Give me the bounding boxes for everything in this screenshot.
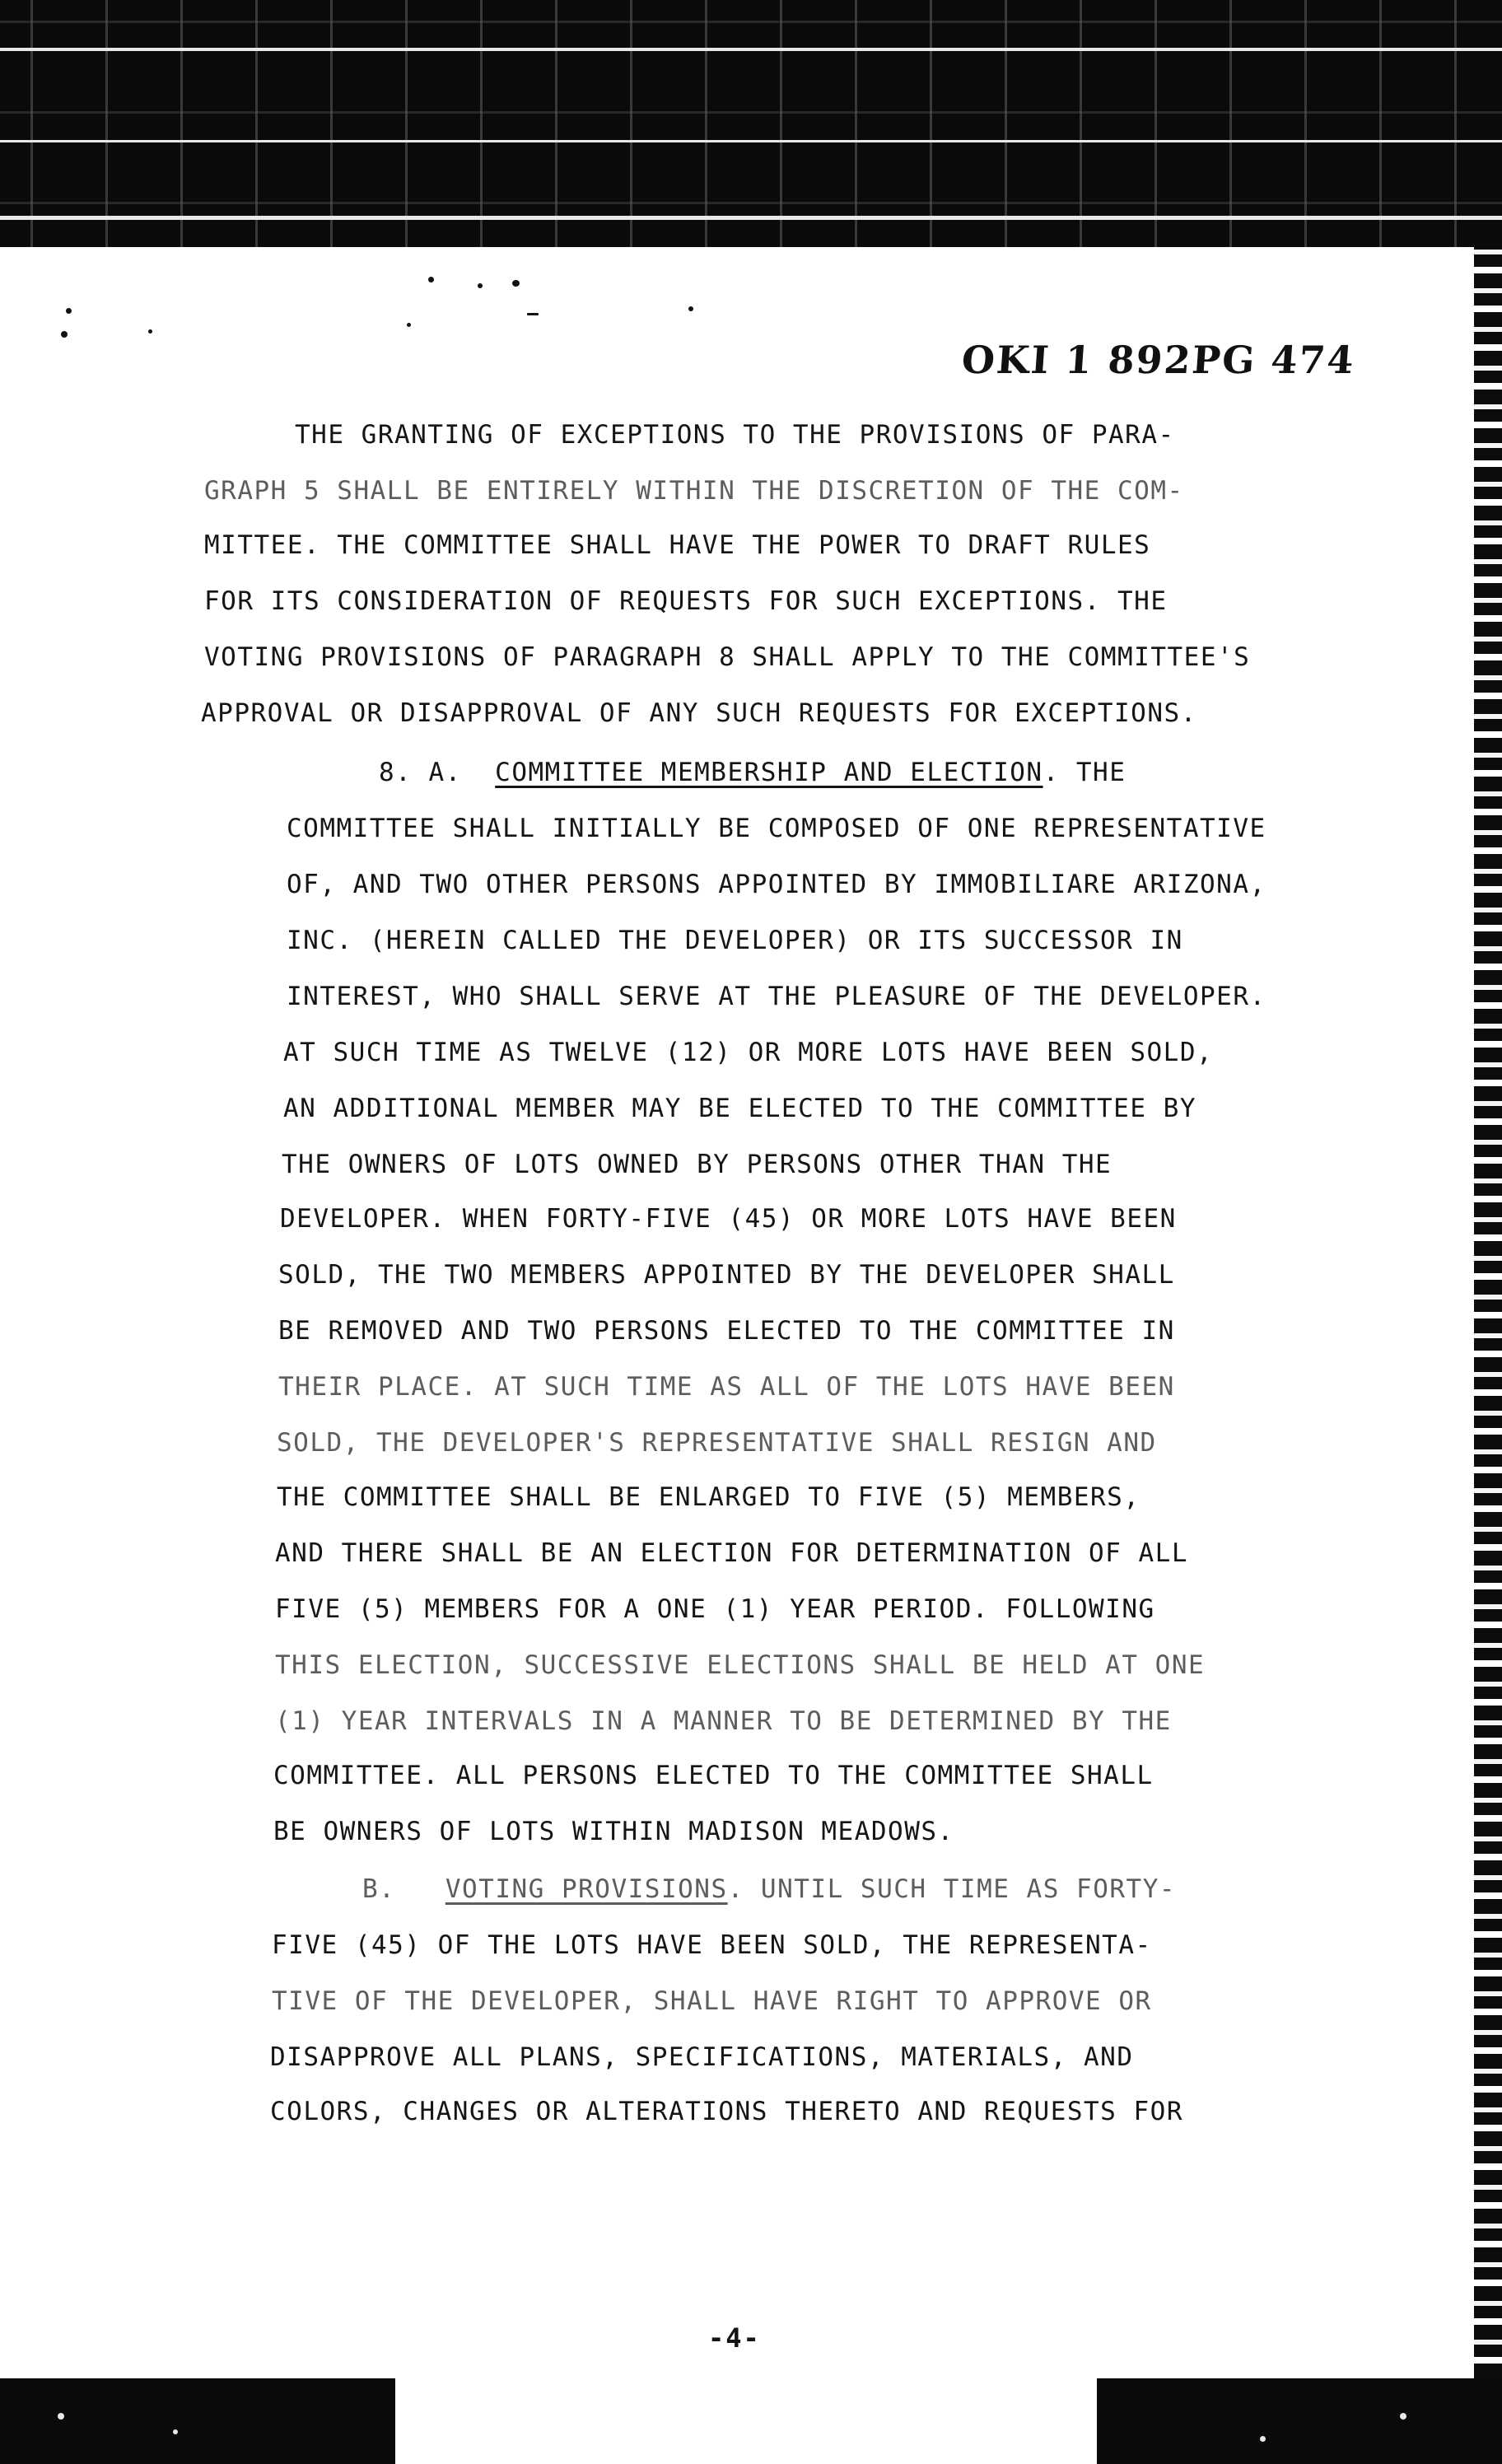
section-a-line: INC. (HEREIN CALLED THE DEVELOPER) OR ITS SUCCESSOR IN <box>287 926 1183 955</box>
scan-speck <box>58 2413 64 2420</box>
section-a-heading-tail: . THE <box>1043 758 1126 787</box>
scan-speck <box>428 277 434 282</box>
section-a-title: COMMITTEE MEMBERSHIP AND ELECTION <box>495 758 1043 787</box>
section-b-line: FIVE (45) OF THE LOTS HAVE BEEN SOLD, THE REPRESENTA- <box>272 1930 1152 1960</box>
scan-speck <box>478 283 483 288</box>
section-b-line: COLORS, CHANGES OR ALTERATIONS THERETO AND REQUESTS FOR <box>270 2097 1183 2126</box>
scan-edge-right <box>1474 247 1502 2378</box>
scan-speck <box>173 2429 178 2434</box>
section-a-line: THIS ELECTION, SUCCESSIVE ELECTIONS SHALL BE HELD AT ONE <box>275 1650 1206 1680</box>
intro-line: FOR ITS CONSIDERATION OF REQUESTS FOR SUCH EXCEPTIONS. THE <box>204 586 1168 616</box>
scan-edge-top <box>0 0 1502 247</box>
intro-line: APPROVAL OR DISAPPROVAL OF ANY SUCH REQUESTS FOR EXCEPTIONS. <box>201 698 1197 728</box>
section-b-number: B. <box>362 1874 396 1904</box>
section-a-line: THE COMMITTEE SHALL BE ENLARGED TO FIVE (5) MEMBERS, <box>277 1482 1140 1512</box>
section-a-line: COMMITTEE. ALL PERSONS ELECTED TO THE COMMITTEE SHALL <box>273 1761 1154 1790</box>
intro-line: THE GRANTING OF EXCEPTIONS TO THE PROVISIONS OF PARA- <box>295 420 1175 450</box>
section-b-heading-tail: . UNTIL SUCH TIME AS FORTY- <box>727 1874 1177 1904</box>
scan-speck <box>512 280 520 287</box>
scan-speck <box>407 323 411 327</box>
section-a-line: COMMITTEE SHALL INITIALLY BE COMPOSED OF ONE REPRESENTATIVE <box>287 814 1266 843</box>
section-a-line: AN ADDITIONAL MEMBER MAY BE ELECTED TO THE COMMITTEE BY <box>283 1094 1196 1123</box>
section-a-line: DEVELOPER. WHEN FORTY-FIVE (45) OR MORE LOTS HAVE BEEN <box>280 1204 1177 1234</box>
section-a-line: SOLD, THE DEVELOPER'S REPRESENTATIVE SHALL RESIGN AND <box>277 1428 1157 1458</box>
scan-speck <box>66 308 72 314</box>
section-a-line: OF, AND TWO OTHER PERSONS APPOINTED BY IMMOBILIARE ARIZONA, <box>287 870 1266 899</box>
section-a-heading <box>379 758 1126 787</box>
scan-speck <box>1400 2413 1406 2420</box>
scan-streak <box>0 216 1502 220</box>
section-a-line: THE OWNERS OF LOTS OWNED BY PERSONS OTHER THAN THE <box>282 1150 1113 1179</box>
section-a-line: INTEREST, WHO SHALL SERVE AT THE PLEASURE OF THE DEVELOPER. <box>287 982 1266 1011</box>
intro-line: MITTEE. THE COMMITTEE SHALL HAVE THE POWER TO DRAFT RULES <box>204 530 1151 560</box>
section-b-line: DISAPPROVE ALL PLANS, SPECIFICATIONS, MATERIALS, AND <box>270 2042 1134 2072</box>
section-a-line: AND THERE SHALL BE AN ELECTION FOR DETERMINATION OF ALL <box>275 1538 1188 1568</box>
section-a-line: BE OWNERS OF LOTS WITHIN MADISON MEADOWS. <box>273 1817 954 1846</box>
section-b-heading <box>362 1874 1176 1904</box>
scan-edge-bottom-left <box>0 2378 395 2464</box>
scan-streak <box>0 140 1502 142</box>
scan-speck <box>148 329 152 334</box>
intro-line: VOTING PROVISIONS OF PARAGRAPH 8 SHALL APPLY TO THE COMMITTEE'S <box>204 642 1251 672</box>
scan-speck <box>688 306 693 311</box>
section-a-number: 8. A. <box>379 758 462 787</box>
intro-line: GRAPH 5 SHALL BE ENTIRELY WITHIN THE DISCRETION OF THE COM- <box>204 476 1184 506</box>
book-page-stamp: OKI 1 892PG 474 <box>960 338 1357 382</box>
section-a-line: AT SUCH TIME AS TWELVE (12) OR MORE LOTS HAVE BEEN SOLD, <box>283 1038 1214 1067</box>
section-b-line: TIVE OF THE DEVELOPER, SHALL HAVE RIGHT TO APPROVE OR <box>272 1986 1152 2016</box>
section-a-line: (1) YEAR INTERVALS IN A MANNER TO BE DETERMINED BY THE <box>275 1706 1172 1736</box>
section-a-line: FIVE (5) MEMBERS FOR A ONE (1) YEAR PERIOD. FOLLOWING <box>275 1594 1155 1624</box>
scan-speck <box>61 331 68 338</box>
scan-streak <box>0 48 1502 51</box>
scan-edge-bottom-right <box>1097 2378 1502 2464</box>
scan-speck <box>1260 2436 1266 2442</box>
scan-speck <box>527 313 539 315</box>
section-b-title: VOTING PROVISIONS <box>445 1874 728 1904</box>
section-a-line: THEIR PLACE. AT SUCH TIME AS ALL OF THE LOTS HAVE BEEN <box>278 1372 1175 1402</box>
page-number: -4- <box>708 2322 761 2354</box>
section-a-line: BE REMOVED AND TWO PERSONS ELECTED TO THE COMMITTEE IN <box>278 1316 1175 1346</box>
section-a-line: SOLD, THE TWO MEMBERS APPOINTED BY THE DEVELOPER SHALL <box>278 1260 1175 1290</box>
